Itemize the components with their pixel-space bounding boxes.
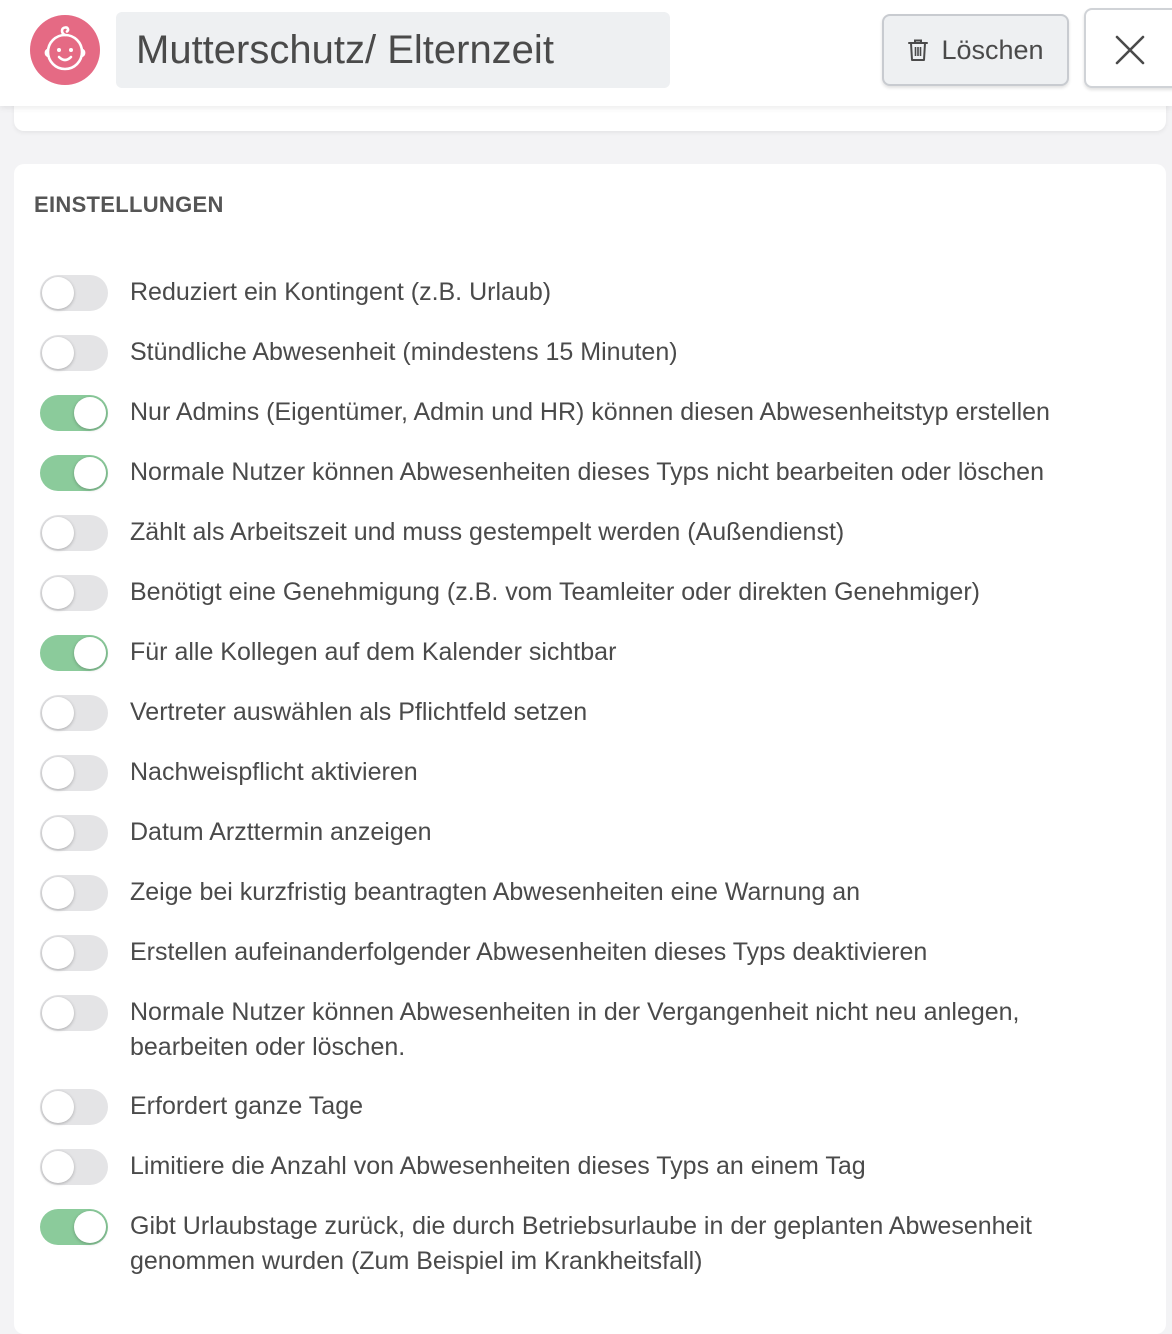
toggle-knob bbox=[42, 1151, 74, 1183]
toggle-past-absences-locked[interactable] bbox=[40, 995, 108, 1031]
toggle-short-notice-warning[interactable] bbox=[40, 875, 108, 911]
setting-label: Normale Nutzer können Abwesenheiten in der Vergangenheit nicht neu anlegen, bearbeiten oder löschen. bbox=[130, 998, 1020, 1061]
toggle-knob bbox=[74, 637, 106, 669]
toggle-admins-only[interactable] bbox=[40, 395, 108, 431]
toggle-knob bbox=[42, 577, 74, 609]
delete-button[interactable] bbox=[882, 14, 1069, 86]
setting-label: Nur Admins (Eigentümer, Admin und HR) können diesen Abwesenheitstyp erstellen bbox=[130, 398, 1050, 426]
toggle-knob bbox=[42, 757, 74, 789]
absence-type-name-input[interactable]: Mutterschutz/ Elternzeit bbox=[116, 12, 670, 88]
toggle-knob bbox=[42, 337, 74, 369]
toggle-knob bbox=[74, 457, 106, 489]
setting-label: Reduziert ein Kontingent (z.B. Urlaub) bbox=[130, 278, 552, 306]
toggle-return-vacation-days[interactable] bbox=[40, 1209, 108, 1245]
setting-label: Erfordert ganze Tage bbox=[130, 1092, 364, 1120]
toggle-knob bbox=[74, 1211, 106, 1243]
absence-type-avatar[interactable] bbox=[30, 15, 100, 85]
toggle-substitute-required[interactable] bbox=[40, 695, 108, 731]
section-title: EINSTELLUNGEN bbox=[34, 192, 224, 217]
toggle-knob bbox=[42, 817, 74, 849]
setting-label: Für alle Kollegen auf dem Kalender sichtbar bbox=[130, 638, 617, 666]
toggle-requires-approval[interactable] bbox=[40, 575, 108, 611]
toggle-limit-per-day[interactable] bbox=[40, 1149, 108, 1185]
toggle-reduces-quota[interactable] bbox=[40, 275, 108, 311]
toggle-knob bbox=[42, 277, 74, 309]
toggle-proof-required[interactable] bbox=[40, 755, 108, 791]
setting-label: Datum Arzttermin anzeigen bbox=[130, 818, 432, 846]
toggle-knob bbox=[42, 877, 74, 909]
close-button[interactable] bbox=[1084, 8, 1172, 88]
modal-header bbox=[0, 0, 1172, 106]
setting-label: Zeige bei kurzfristig beantragten Abwesenheiten eine Warnung an bbox=[130, 878, 861, 906]
toggle-hourly-absence[interactable] bbox=[40, 335, 108, 371]
setting-label: Stündliche Abwesenheit (mindestens 15 Minuten) bbox=[130, 338, 678, 366]
toggle-full-days-required[interactable] bbox=[40, 1089, 108, 1125]
toggle-counts-as-worktime[interactable] bbox=[40, 515, 108, 551]
settings-card bbox=[14, 164, 1166, 1334]
toggle-knob bbox=[74, 397, 106, 429]
setting-label: Zählt als Arbeitszeit und muss gestempelt werden (Außendienst) bbox=[130, 518, 845, 546]
toggle-users-cannot-edit[interactable] bbox=[40, 455, 108, 491]
setting-label: Erstellen aufeinanderfolgender Abwesenheiten dieses Typs deaktivieren bbox=[130, 938, 928, 966]
setting-label: Limitiere die Anzahl von Abwesenheiten dieses Typs an einem Tag bbox=[130, 1152, 866, 1180]
setting-label: Benötigt eine Genehmigung (z.B. vom Teamleiter oder direkten Genehmiger) bbox=[130, 578, 980, 606]
delete-button-label: Löschen bbox=[941, 34, 1044, 65]
close-icon bbox=[1114, 34, 1146, 66]
toggle-knob bbox=[42, 697, 74, 729]
setting-label: Gibt Urlaubstage zurück, die durch Betriebsurlaube in der geplanten Abwesenheit genommen wurden (Zum Beispiel im Krankheitsfall) bbox=[130, 1212, 1032, 1275]
toggle-knob bbox=[42, 1091, 74, 1123]
toggle-visible-on-calendar[interactable] bbox=[40, 635, 108, 671]
toggle-knob bbox=[42, 997, 74, 1029]
toggle-doctor-appointment-date[interactable] bbox=[40, 815, 108, 851]
setting-label: Vertreter auswählen als Pflichtfeld setzen bbox=[130, 698, 588, 726]
toggle-disable-consecutive[interactable] bbox=[40, 935, 108, 971]
setting-label: Normale Nutzer können Abwesenheiten dieses Typs nicht bearbeiten oder löschen bbox=[130, 458, 1044, 486]
toggle-knob bbox=[42, 937, 74, 969]
baby-face-icon bbox=[30, 15, 100, 85]
trash-icon bbox=[907, 38, 929, 62]
toggle-knob bbox=[42, 517, 74, 549]
setting-label: Nachweispflicht aktivieren bbox=[130, 758, 418, 786]
